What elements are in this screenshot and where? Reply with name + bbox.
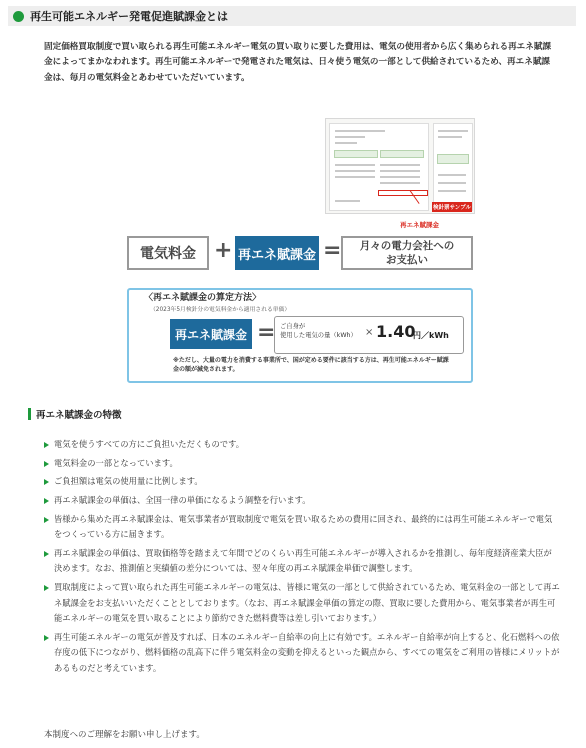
list-item-text: 皆様から集めた再エネ賦課金は、電気事業者が買取制度で電気を買い取るための費用に回され、最終的には再生可能エネルギーで電気をつくっている方に届きます。 xyxy=(54,513,553,540)
calc-usage-text: ご自身が 使用した電気の量（kWh） xyxy=(280,323,357,339)
page-header xyxy=(8,6,576,26)
list-item xyxy=(44,474,560,490)
triangle-bullet-icon xyxy=(44,442,49,448)
bill-sample-badge: 検針票サンプル xyxy=(432,202,472,212)
list-item xyxy=(44,493,560,509)
calc-title: 〈再エネ賦課金の算定方法〉 xyxy=(144,293,262,303)
section-heading xyxy=(28,407,122,421)
feature-list xyxy=(44,437,560,680)
list-item-text: 再エネ賦課金の単価は、全国一律の単価になるよう調整を行います。 xyxy=(54,495,311,506)
formula-plus: + xyxy=(214,238,233,263)
list-item xyxy=(44,512,560,543)
bill-callout-label: 再エネ賦課金 xyxy=(400,221,439,229)
calc-unit-price: 1.40 xyxy=(376,322,416,341)
section-title: 再エネ賦課金の特徴 xyxy=(36,410,122,421)
section-bar-icon xyxy=(28,408,31,420)
triangle-bullet-icon xyxy=(44,635,49,641)
intro-paragraph: 固定価格買取制度で買い取られる再生可能エネルギー電気の買い取りに要した費用は、電気の使用者から広く集められる再エネ賦課金によってまかなわれます。再生可能エネルギーで発電された電気は、日々使う電気の一部として供給されているため、再エネ賦課金は、毎月の電気料金とあわせていただいています。 xyxy=(44,42,552,83)
bill-sheet-stub xyxy=(433,123,473,211)
calc-note: ※ただし、大量の電力を消費する事業所で、国が定める要件に該当する方は、再生可能エネルギー賦課金の額が減免されます。 xyxy=(173,357,449,373)
formula-electricity-fee: 電気料金 xyxy=(127,236,209,270)
calc-subtitle: （2023年5月検針分の電気料金から適用される単価） xyxy=(150,307,291,313)
bill-illustration xyxy=(325,118,475,214)
calc-times: × xyxy=(365,327,374,338)
list-item-text: 電気を使うすべての方にご負担いただくものです。 xyxy=(54,439,245,449)
calc-unit: 円／kWh xyxy=(413,331,449,340)
list-item-text: 電気料金の一部となっています。 xyxy=(54,457,178,468)
list-item-text: ご負担額は電気の使用量に比例します。 xyxy=(54,476,203,487)
highlight-box xyxy=(378,190,428,196)
list-item xyxy=(44,580,560,627)
calc-levy-box: 再エネ賦課金 xyxy=(170,319,252,349)
list-item-text: 再エネ賦課金の単価は、買取価格等を踏まえて年間でどのくらい再生可能エネルギーが導入されるかを推測し、毎年度経済産業大臣が決めます。なお、推測値と実績値の差分については、翌々年度の再エネ賦課金単価で調整します。 xyxy=(54,547,552,574)
triangle-bullet-icon xyxy=(44,517,49,523)
list-item xyxy=(44,437,560,453)
triangle-bullet-icon xyxy=(44,585,49,591)
formula-result: 月々の電力会社への お支払い xyxy=(341,236,473,270)
page-title: 再生可能エネルギー発電促進賦課金とは xyxy=(30,10,228,23)
calc-equals: = xyxy=(257,320,276,345)
list-item xyxy=(44,630,560,677)
list-item-text: 買取制度によって買い取られた再生可能エネルギーの電気は、皆様に電気の一部として供給されているため、電気料金の一部として再エネ賦課金をお支払いいただくこととしております。（なお、再エネ賦課金単価の算定の際、買取に要した費用から、電気事業者が再生可能エネルギーの電気を買い取ることにより節約できた燃料費等は差し引いております。） xyxy=(54,582,560,624)
list-item xyxy=(44,456,560,472)
green-dot-icon xyxy=(13,11,24,22)
list-item-text: 再生可能エネルギーの電気が普及すれば、日本のエネルギー自給率の向上に有効です。エネルギー自給率が向上すると、化石燃料への依存度の低下につながり、燃料価格の乱高下に伴う電気料金の変動を抑えるといった観点から、すべての電気をご利用の皆様にメリットがあるものだと考えています。 xyxy=(54,631,560,673)
triangle-bullet-icon xyxy=(44,498,49,504)
formula-levy: 再エネ賦課金 xyxy=(235,236,319,270)
triangle-bullet-icon xyxy=(44,551,49,557)
formula-equals: = xyxy=(323,238,342,263)
triangle-bullet-icon xyxy=(44,461,49,467)
closing-text: 本制度へのご理解をお願い申し上げます。 xyxy=(44,730,205,740)
triangle-bullet-icon xyxy=(44,479,49,485)
list-item xyxy=(44,546,560,577)
